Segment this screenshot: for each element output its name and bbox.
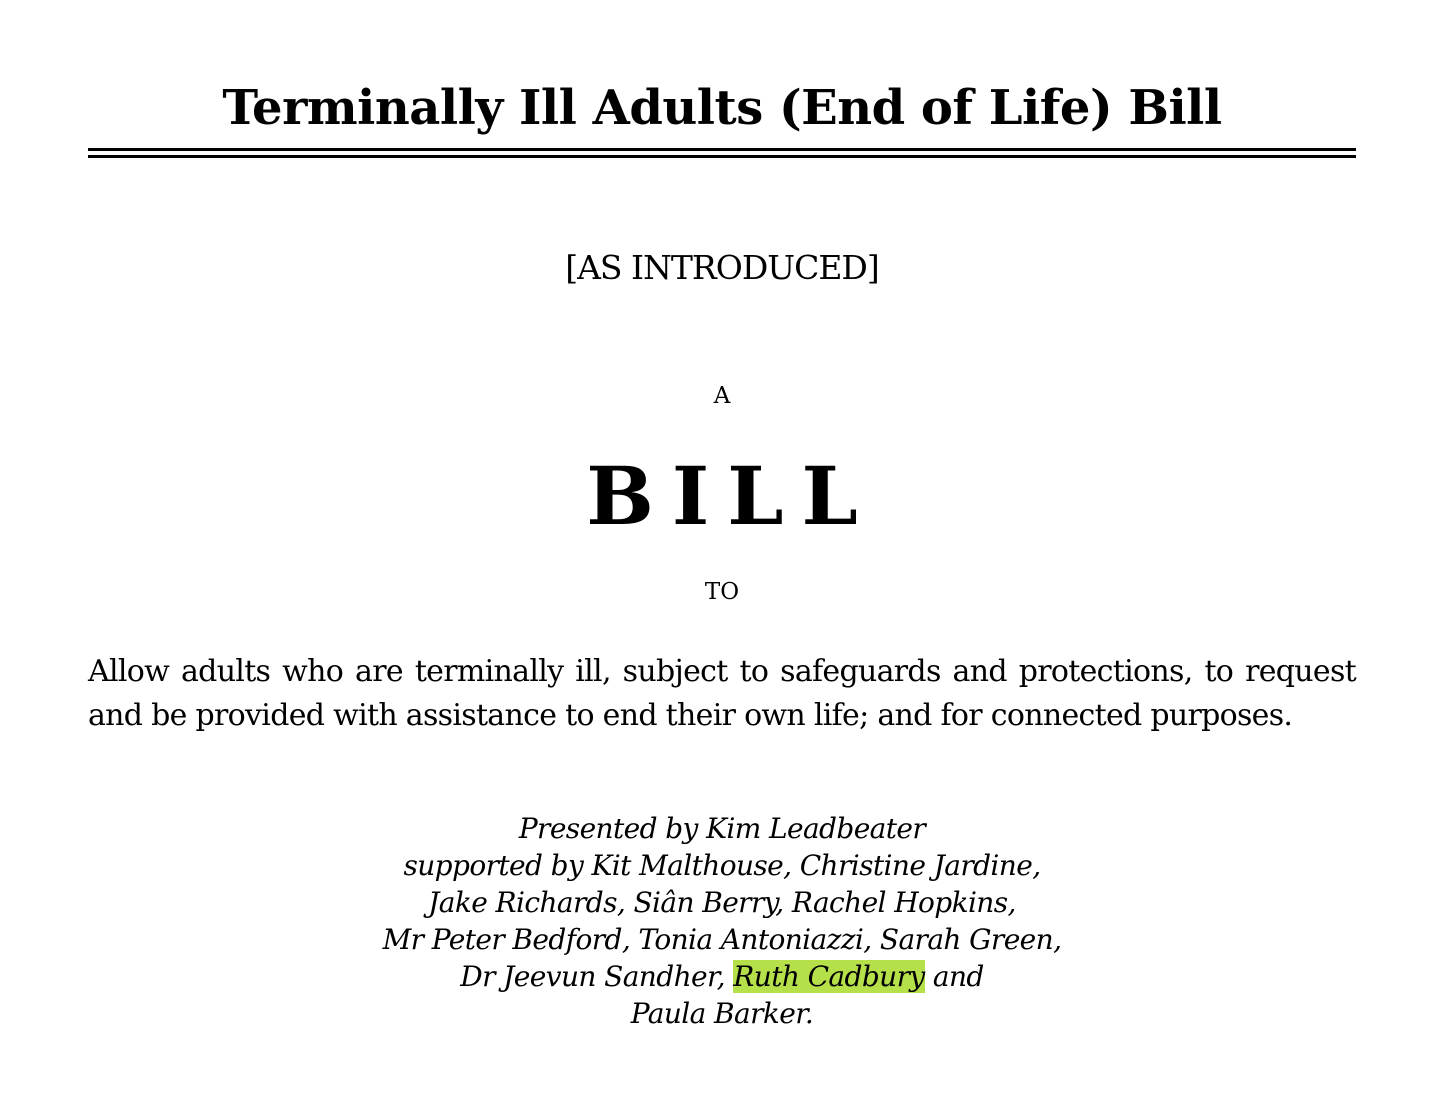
supporters-line: supported by Kit Malthouse, Christine Jardine, — [403, 849, 1041, 882]
article-a: A — [713, 383, 731, 409]
bill-title: Terminally Ill Adults (End of Life) Bill — [222, 80, 1222, 136]
supporters-text: and — [924, 960, 984, 993]
supporters-text: Dr Jeevun Sandher, — [460, 960, 734, 993]
title-rule-bottom — [88, 155, 1356, 158]
supporters-line — [88, 958, 1356, 995]
supporters-line: Paula Barker. — [630, 997, 814, 1030]
bill-status: [AS INTRODUCED] — [565, 248, 879, 287]
supporters-line: Jake Richards, Siân Berry, Rachel Hopkins, — [428, 886, 1016, 919]
bill-heading: BILL — [586, 449, 876, 543]
bill-long-title: Allow adults who are terminally ill, subject to safeguards and protections, to request and be provided with assistance to end their own life; and for connected purposes. — [88, 654, 1356, 733]
sponsors-block — [88, 810, 1356, 1032]
title-rule-top — [88, 148, 1356, 151]
supporters-line: Mr Peter Bedford, Tonia Antoniazzi, Sarah Green, — [382, 923, 1062, 956]
highlighted-name: Ruth Cadbury — [733, 960, 925, 993]
presenter-line: Presented by Kim Leadbeater — [518, 812, 926, 845]
to-label: TO — [704, 579, 740, 605]
